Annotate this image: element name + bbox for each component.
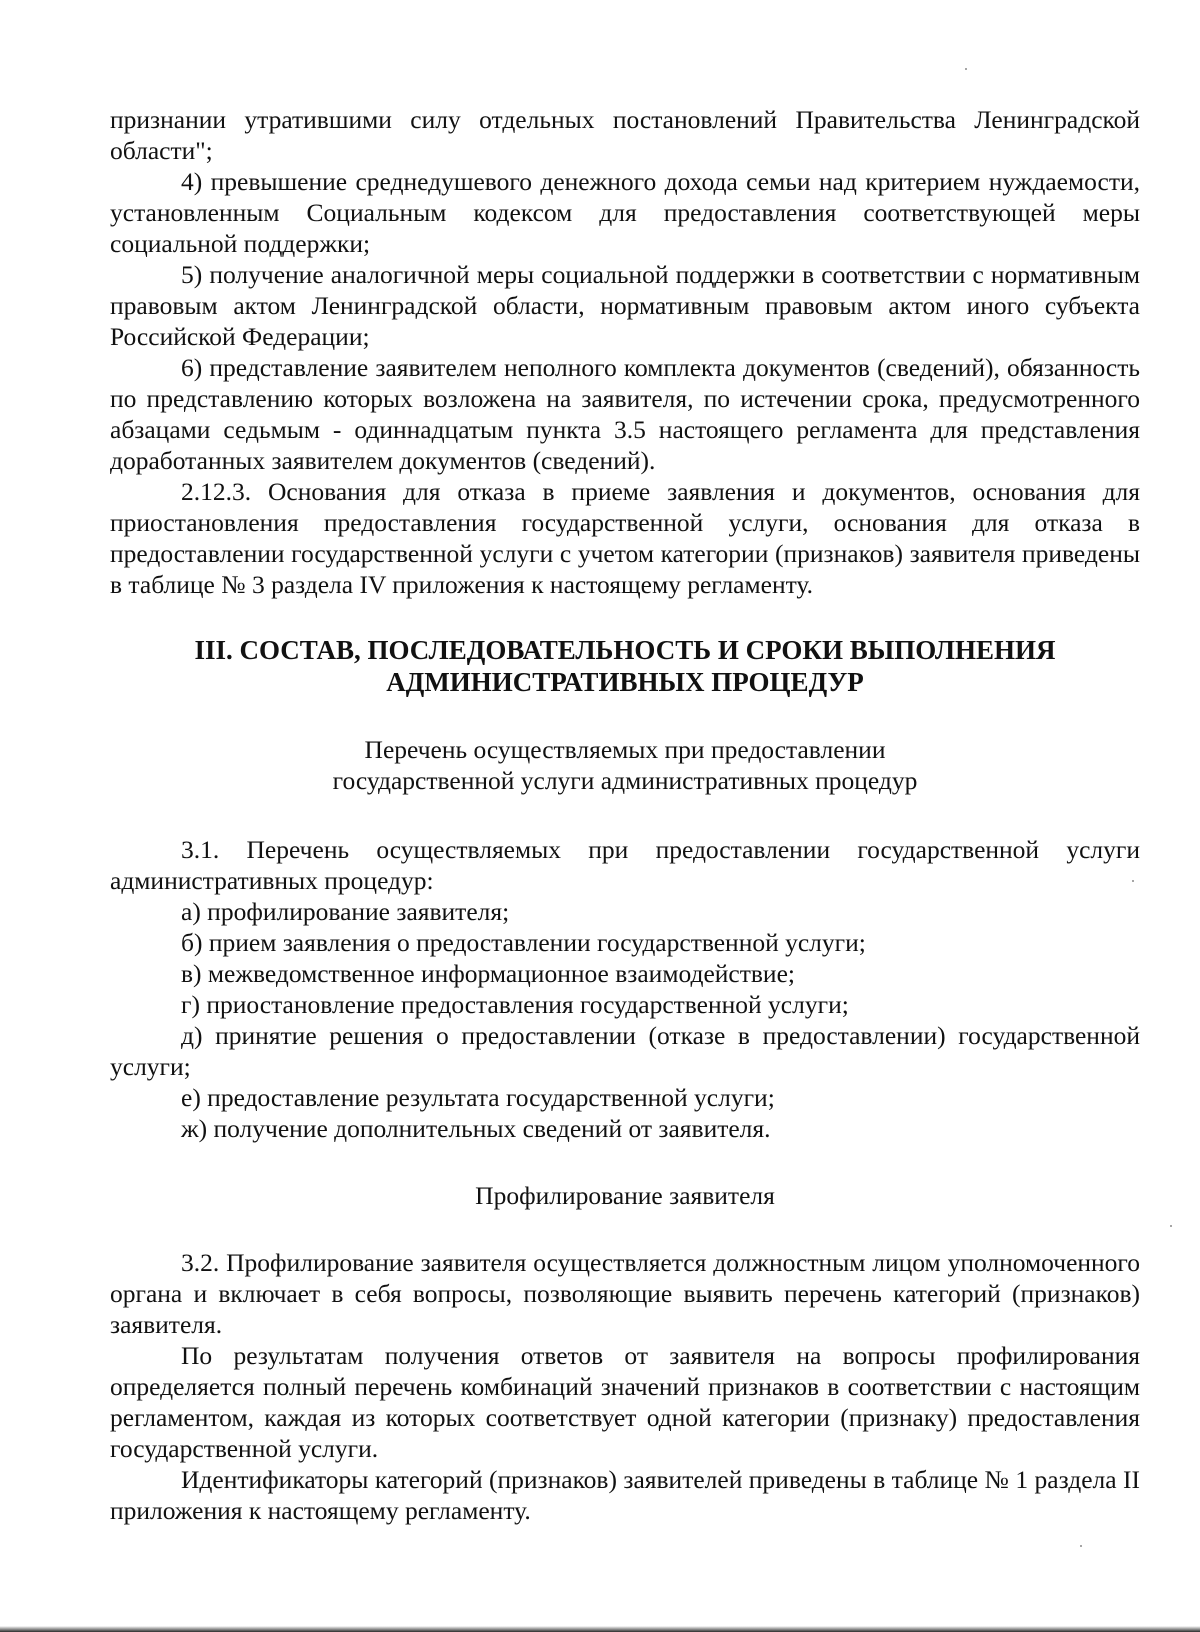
paragraph-profiling-results: По результатам получения ответов от заявителя на вопросы профилирования определяется полный перечень комбинаций значений признаков в соответствии с настоящим регламентом, каждая из которых соответствует одной категории (признаку) предоставления государственной услуги.: [110, 1341, 1140, 1463]
scan-speck: [965, 68, 967, 70]
scan-speck: [1170, 1225, 1172, 1227]
scan-bottom-edge: [0, 1626, 1200, 1632]
procedures-subheading: [110, 734, 1140, 796]
document-page: [110, 104, 1140, 1526]
scan-speck: [1132, 880, 1134, 882]
procedure-item-d: д) принятие решения о предоставлении (отказе в предоставлении) государственной услуги;: [110, 1021, 1140, 1081]
paragraph-item-4: 4) превышение среднедушевого денежного дохода семьи над критерием нуждаемости, установленным Социальным кодексом для предоставления соответствующей меры социальной поддержки;: [110, 167, 1140, 258]
procedure-item-a: а) профилирование заявителя;: [181, 897, 510, 926]
paragraph-continuation: признании утратившими силу отдельных постановлений Правительства Ленинградской области";: [110, 105, 1140, 165]
profiling-subheading: Профилирование заявителя: [475, 1181, 775, 1210]
procedure-item-zh: ж) получение дополнительных сведений от заявителя.: [181, 1114, 771, 1143]
section-title-line-1: III. СОСТАВ, ПОСЛЕДОВАТЕЛЬНОСТЬ И СРОКИ ВЫПОЛНЕНИЯ: [194, 635, 1056, 665]
procedure-item-g: г) приостановление предоставления государственной услуги;: [181, 990, 849, 1019]
paragraph-2-12-3: 2.12.3. Основания для отказа в приеме заявления и документов, основания для приостановления предоставления государственной услуги, основания для отказа в предоставлении государственной услуги с учетом категории (признаков) заявителя приведены в таблице № 3 раздела IV приложения к настоящему регламенту.: [110, 477, 1140, 599]
procedure-item-e: е) предоставление результата государственной услуги;: [181, 1083, 775, 1112]
procedures-subheading-line-2: государственной услуги административных процедур: [332, 766, 918, 795]
procedures-subheading-line-1: Перечень осуществляемых при предоставлении: [364, 735, 886, 764]
procedure-item-v: в) межведомственное информационное взаимодействие;: [181, 959, 795, 988]
paragraph-identifiers: Идентификаторы категорий (признаков) заявителей приведены в таблице № 1 раздела II приложения к настоящему регламенту.: [110, 1465, 1140, 1525]
scan-speck: [1080, 1545, 1082, 1547]
paragraph-3-2: 3.2. Профилирование заявителя осуществляется должностным лицом уполномоченного органа и включает в себя вопросы, позволяющие выявить перечень категорий (признаков) заявителя.: [110, 1248, 1140, 1339]
procedure-item-b: б) прием заявления о предоставлении государственной услуги;: [181, 928, 866, 957]
paragraph-3-1: 3.1. Перечень осуществляемых при предоставлении государственной услуги административных процедур:: [110, 835, 1140, 895]
paragraph-item-6: 6) представление заявителем неполного комплекта документов (сведений), обязанность по представлению которых возложена на заявителя, по истечении срока, предусмотренного абзацами седьмым - одиннадцатым пункта 3.5 настоящего регламента для представления доработанных заявителем документов (сведений).: [110, 353, 1140, 475]
paragraph-item-5: 5) получение аналогичной меры социальной поддержки в соответствии с нормативным правовым актом Ленинградской области, нормативным правовым актом иного субъекта Российской Федерации;: [110, 260, 1140, 351]
section-title: [110, 634, 1140, 698]
section-title-line-2: АДМИНИСТРАТИВНЫХ ПРОЦЕДУР: [386, 667, 864, 697]
